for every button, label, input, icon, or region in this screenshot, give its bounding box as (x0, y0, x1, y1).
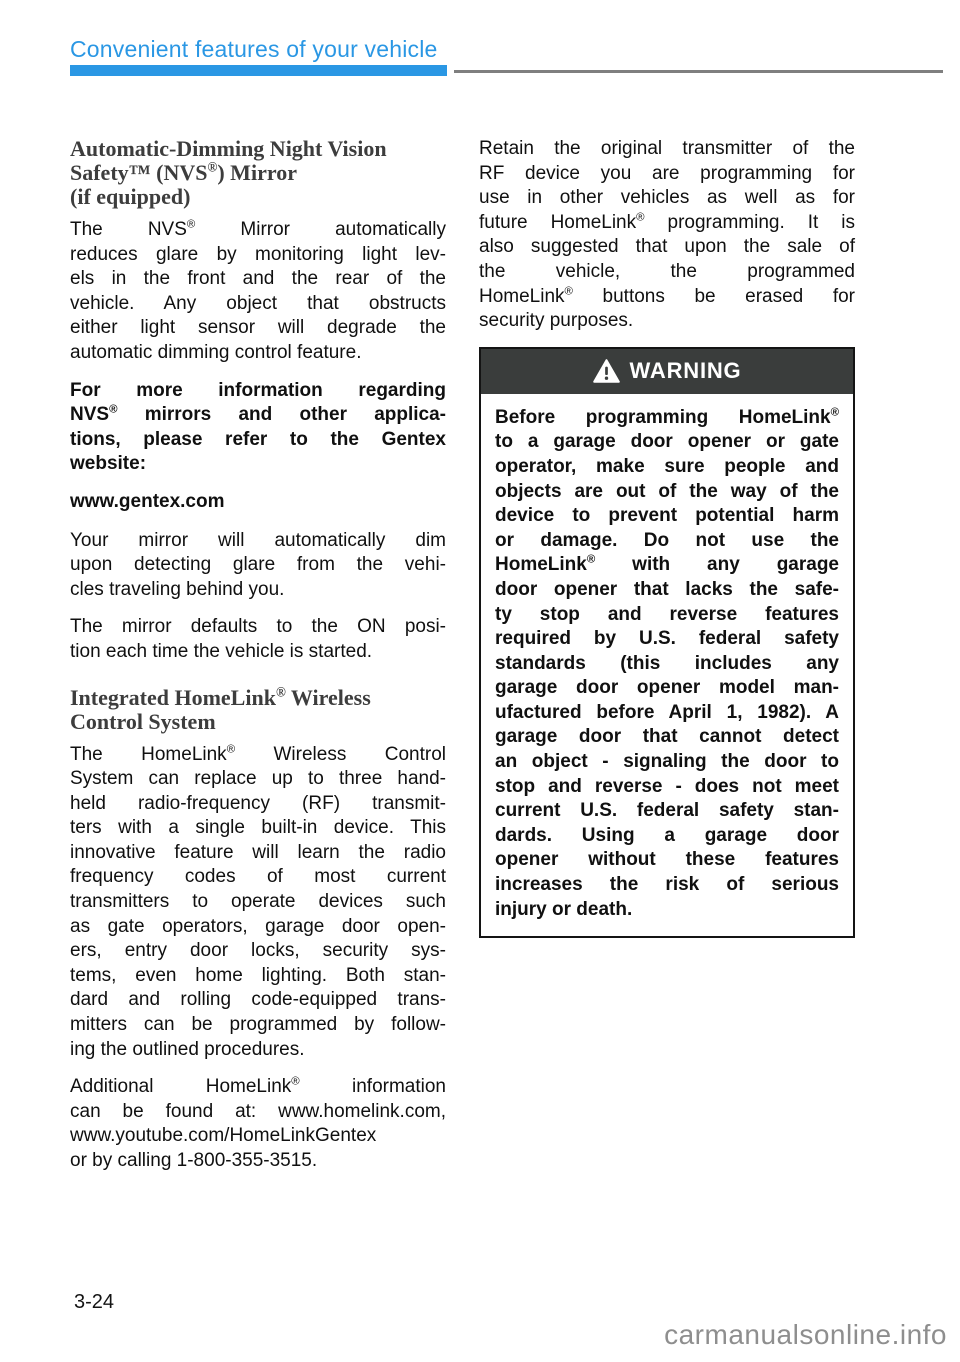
text-line: The HomeLink® Wireless Control (70, 743, 446, 765)
text-line: upon detecting glare from the vehi- (70, 554, 446, 576)
header-rule (454, 70, 943, 73)
watermark-text: carmanualsonline.info (664, 1319, 947, 1350)
text-line: increases the risk of serious (495, 874, 839, 896)
warning-title: WARNING (629, 358, 742, 384)
page-number: 3-24 (74, 1291, 115, 1313)
left-column (70, 137, 446, 1187)
text-line: an object - signaling the door to (495, 751, 839, 773)
text-line: garage door that cannot detect (495, 726, 839, 748)
text-line: mitters can be programmed by follow- (70, 1014, 446, 1036)
text-line: device to prevent potential harm (495, 505, 839, 527)
text-line: tems, even home lighting. Both stan- (70, 964, 446, 986)
text-line: NVS® mirrors and other applica- (70, 403, 446, 426)
text-line: current U.S. federal safety stan- (495, 800, 839, 822)
text-line: reduces glare by monitoring light lev- (70, 243, 446, 265)
text-line: frequency codes of most current (70, 866, 446, 888)
text-line: also suggested that upon the sale of (479, 236, 855, 258)
text-line: future HomeLink® programming. It is (479, 211, 856, 233)
text-line: Automatic-Dimming Night Vision (70, 136, 387, 161)
text-line: objects are out of the way of the (495, 480, 839, 502)
text-line: automatic dimming control feature. (70, 341, 362, 363)
text-line: ters with a single built-in device. This (70, 817, 446, 839)
text-line: (if equipped) (70, 184, 191, 209)
text-line: els in the front and the rear of the (70, 268, 446, 290)
text-line: security purposes. (479, 310, 634, 332)
text-line: cles traveling behind you. (70, 578, 285, 600)
text-line: or damage. Do not use the (495, 529, 839, 551)
text-line: ty stop and reverse features (495, 603, 839, 625)
text-line: website: (70, 453, 147, 475)
page-title: Convenient features of your vehicle (70, 36, 438, 62)
warning-box (479, 347, 855, 938)
text-line: tion each time the vehicle is started. (70, 640, 373, 662)
text-line: or by calling 1-800-355-3515. (70, 1150, 318, 1171)
text-line: the vehicle, the programmed (479, 260, 855, 282)
paragraph-homelink-contact (70, 1075, 446, 1173)
right-column (479, 137, 855, 938)
text-line: dards. Using a garage door (495, 824, 839, 846)
text-line: either light sensor will degrade the (70, 317, 446, 339)
warning-triangle-icon (593, 359, 620, 383)
text-line: System can replace up to three hand- (70, 768, 446, 790)
text-line: to a garage door opener or gate (495, 431, 839, 453)
text-line: tions, please refer to the Gentex (70, 428, 446, 450)
section-heading-homelink (70, 686, 446, 734)
paragraph-nvs-description (70, 218, 446, 366)
paragraph-gentex-info (70, 379, 446, 477)
text-line: door opener that lacks the safe- (495, 578, 839, 600)
text-line: held radio-frequency (RF) transmit- (70, 792, 446, 814)
warning-header (481, 349, 853, 394)
text-line: Control System (70, 708, 216, 734)
text-line: opener without these features (495, 849, 839, 871)
gentex-website-link: www.gentex.com (70, 490, 225, 512)
text-line: garage door opener model man- (495, 677, 839, 699)
warning-body (481, 394, 853, 936)
text-line: transmitters to operate devices such (70, 891, 446, 913)
paragraph-retain-transmitter (479, 137, 855, 334)
text-line: can be found at: www.homelink.com, (70, 1100, 446, 1122)
text-line: HomeLink® buttons be erased for (479, 285, 855, 307)
text-line: Your mirror will automatically dim (70, 529, 446, 551)
text-line: as gate operators, garage door open- (70, 915, 446, 937)
text-line: standards (this includes any (495, 652, 839, 674)
paragraph-mirror-default (70, 615, 446, 664)
text-line: dard and rolling code-equipped trans- (70, 989, 446, 1011)
text-line: ers, entry door locks, security sys- (70, 940, 446, 962)
text-line: Additional HomeLink® information (70, 1075, 446, 1098)
text-line: Safety™ (NVS®) Mirror (70, 159, 297, 185)
text-line: Retain the original transmitter of the (479, 138, 855, 159)
text-line: The NVS® Mirror automatically (70, 218, 446, 240)
text-line: www.youtube.com/HomeLinkGentex (70, 1125, 377, 1147)
text-line: RF device you are programming for (479, 162, 855, 184)
section-heading-nvs-mirror (70, 137, 446, 209)
text-line: ing the outlined procedures. (70, 1038, 305, 1060)
paragraph-mirror-dim (70, 529, 446, 603)
paragraph-homelink-description (70, 743, 446, 1063)
text-line: Integrated HomeLink® Wireless (70, 684, 371, 710)
text-line: vehicle. Any object that obstructs (70, 292, 446, 314)
text-line: injury or death. (495, 898, 633, 920)
title-underline-bar (70, 65, 447, 76)
text-line: innovative feature will learn the radio (70, 841, 446, 863)
text-line: Before programming HomeLink® (495, 406, 839, 428)
text-line: For more information regarding (70, 379, 446, 401)
text-line: HomeLink® with any garage (495, 553, 839, 576)
text-line: ufactured before April 1, 1982). A (495, 701, 839, 723)
text-line: The mirror defaults to the ON posi- (70, 616, 446, 638)
text-line: stop and reverse - does not meet (495, 775, 839, 797)
text-line: required by U.S. federal safety (495, 628, 839, 650)
text-line: operator, make sure people and (495, 455, 839, 477)
text-line: use in other vehicles as well as for (479, 187, 855, 209)
